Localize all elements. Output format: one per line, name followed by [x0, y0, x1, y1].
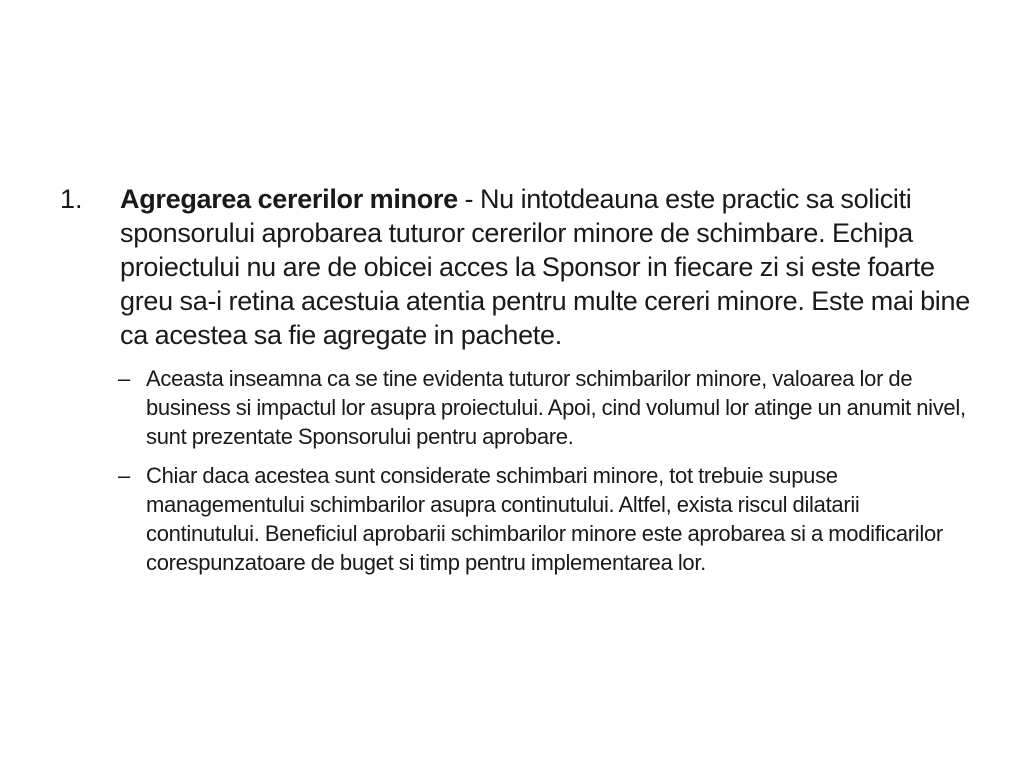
slide-content	[60, 182, 970, 587]
dash-bullet: –	[118, 366, 131, 391]
item-description: - Nu intotdeauna este practic sa soliciti sponsorului aprobarea tuturor cererilor minore de schimbare. Echipa proiectului nu are de obicei acces la Sponsor in fiecare zi si este foarte greu sa-i retina acestuia atentia pentru multe cereri minore. Este mai bine ca acestea sa fie agregate in pachete.	[120, 184, 970, 350]
dash-bullet: –	[118, 463, 131, 488]
numbered-list-item	[60, 182, 970, 352]
sub-bullet-item	[118, 364, 970, 451]
list-number: 1.	[60, 184, 83, 214]
list-item-text	[120, 182, 970, 352]
sub-bullet-text: Aceasta inseamna ca se tine evidenta tuturor schimbarilor minore, valoarea lor de business si impactul lor asupra proiectului. Apoi, cind volumul lor atinge un anumit nivel, sunt prezentate Sponsorului pentru aprobare.	[146, 366, 966, 449]
sub-bullet-text: Chiar daca acestea sunt considerate schimbari minore, tot trebuie supuse managementului schimbarilor asupra continutului. Altfel, exista riscul dilatarii continutului. Beneficiul aprobarii schimbarilor minore este aprobarea si a modificarilor corespunzatoare de buget si timp pentru implementarea lor.	[146, 463, 943, 575]
item-title: Agregarea cererilor minore	[120, 184, 458, 214]
sub-bullet-list	[118, 364, 970, 577]
sub-bullet-item	[118, 461, 970, 577]
